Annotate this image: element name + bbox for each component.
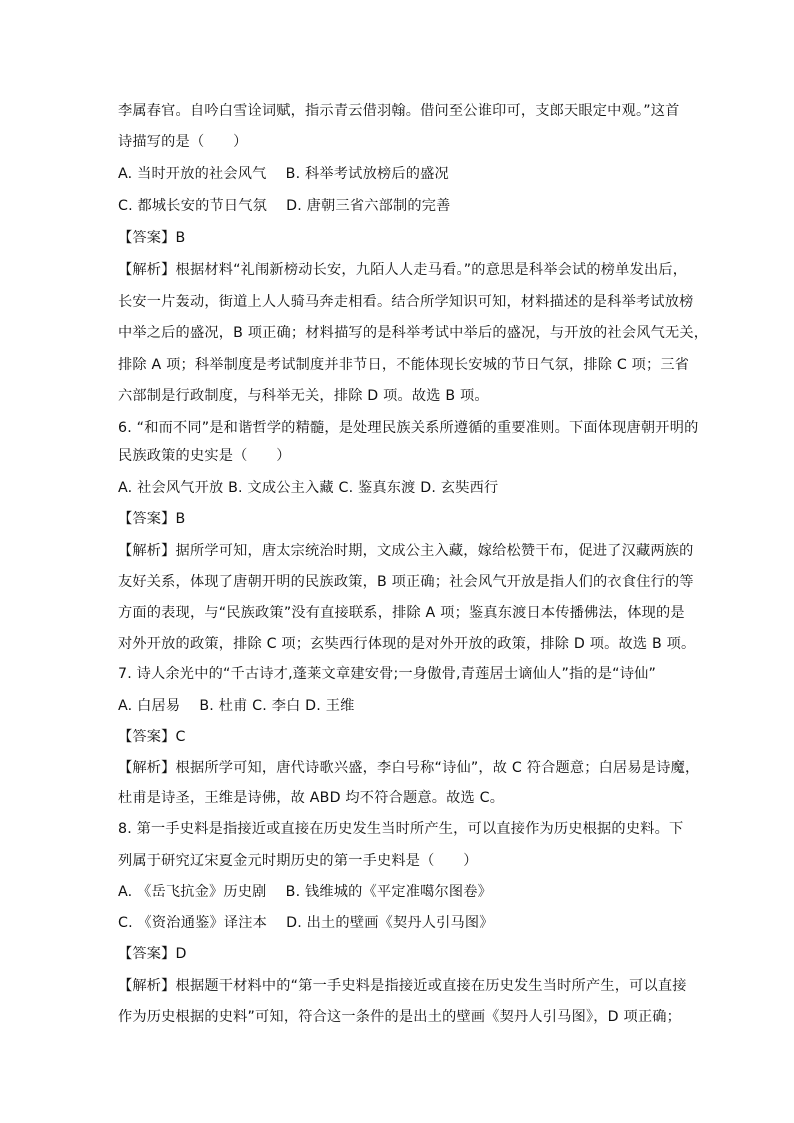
analysis-line: 排除 A 项；科举制度是考试制度并非节日，不能体现长安城的节日气氛，排除 C 项；三省 (118, 357, 690, 373)
analysis-line: 杜甫是诗圣，王维是诗佛，故 ABD 均不符合题意。故选 C。 (118, 790, 505, 806)
analysis-line: 作为历史根据的史料”可知，符合这一条件的是出土的壁画《契丹人引马图》，D 项正确； (118, 1009, 682, 1025)
question-line: 民族政策的史实是（ ） (118, 448, 291, 464)
answer-line: 【答案】B (118, 230, 186, 246)
analysis-line: 方面的表现，与“民族政策”没有直接联系，排除 A 项；鉴真东渡日本传播佛法，体现的是 (118, 605, 685, 621)
question-line: 6. “和而不同”是和谐哲学的精髓，是处理民族关系所遵循的重要准则。下面体现唐朝开明的 (118, 420, 699, 436)
text-line: 诗描写的是（ ） (118, 134, 248, 150)
question-line: 8. 第一手史料是指接近或直接在历史发生当时所产生，可以直接作为历史根据的史料。下 (118, 821, 684, 837)
analysis-line: 中举之后的盛况，B 项正确；材料描写的是科举考试中举后的盛况，与开放的社会风气无关， (118, 325, 709, 341)
option-line: A. 当时开放的社会风气 B. 科举考试放榜后的盛况 (118, 166, 449, 182)
question-line: 列属于研究辽宋夏金元时期历史的第一手史料是（ ） (118, 853, 478, 869)
analysis-line: 【解析】据所学可知，唐太宗统治时期，文成公主入藏，嫁给松赞干布，促进了汉藏两族的 (118, 543, 694, 559)
analysis-line: 六部制是行政制度，与科举无关，排除 D 项。故选 B 项。 (118, 388, 489, 404)
question-line: 7. 诗人余光中的“千古诗才,蓬莱文章建安骨;一身傲骨,青莲居士谪仙人”指的是“诗仙” (118, 666, 657, 682)
analysis-line: 对外开放的政策，排除 C 项；玄奘西行体现的是对外开放的政策，排除 D 项。故选 B 项。 (118, 636, 696, 652)
answer-line: 【答案】D (118, 946, 187, 962)
analysis-line: 【解析】根据所学可知，唐代诗歌兴盛，李白号称“诗仙”，故 C 符合题意；白居易是诗魔， (118, 760, 700, 776)
option-line: C. 都城长安的节日气氛 D. 唐朝三省六部制的完善 (118, 198, 451, 214)
answer-line: 【答案】B (118, 511, 186, 527)
analysis-line: 【解析】根据题干材料中的“第一手史料是指接近或直接在历史发生当时所产生，可以直接 (118, 978, 687, 994)
option-line: A. 《岳飞抗金》历史剧 B. 钱维城的《平定准噶尔图卷》 (118, 884, 493, 900)
text-line: 李属春官。自吟白雪诠词赋，指示青云借羽翰。借问至公谁印可，支郎天眼定中观。”这首 (118, 103, 680, 119)
answer-line: 【答案】C (118, 729, 186, 745)
option-line: A. 白居易 B. 杜甫 C. 李白 D. 王维 (118, 698, 355, 714)
analysis-line: 友好关系，体现了唐朝开明的民族政策，B 项正确；社会风气开放是指人们的衣食住行的等 (118, 574, 694, 590)
analysis-line: 长安一片轰动，街道上人人骑马奔走相看。结合所学知识可知，材料描述的是科举考试放榜 (118, 294, 694, 310)
option-line: A. 社会风气开放 B. 文成公主入藏 C. 鉴真东渡 D. 玄奘西行 (118, 480, 499, 496)
option-line: C. 《资治通鉴》译注本 D. 出土的壁画《契丹人引马图》 (118, 915, 494, 931)
analysis-line: 【解析】根据材料“礼闱新榜动长安，九陌人人走马看。”的意思是科举会试的榜单发出后， (118, 262, 688, 278)
